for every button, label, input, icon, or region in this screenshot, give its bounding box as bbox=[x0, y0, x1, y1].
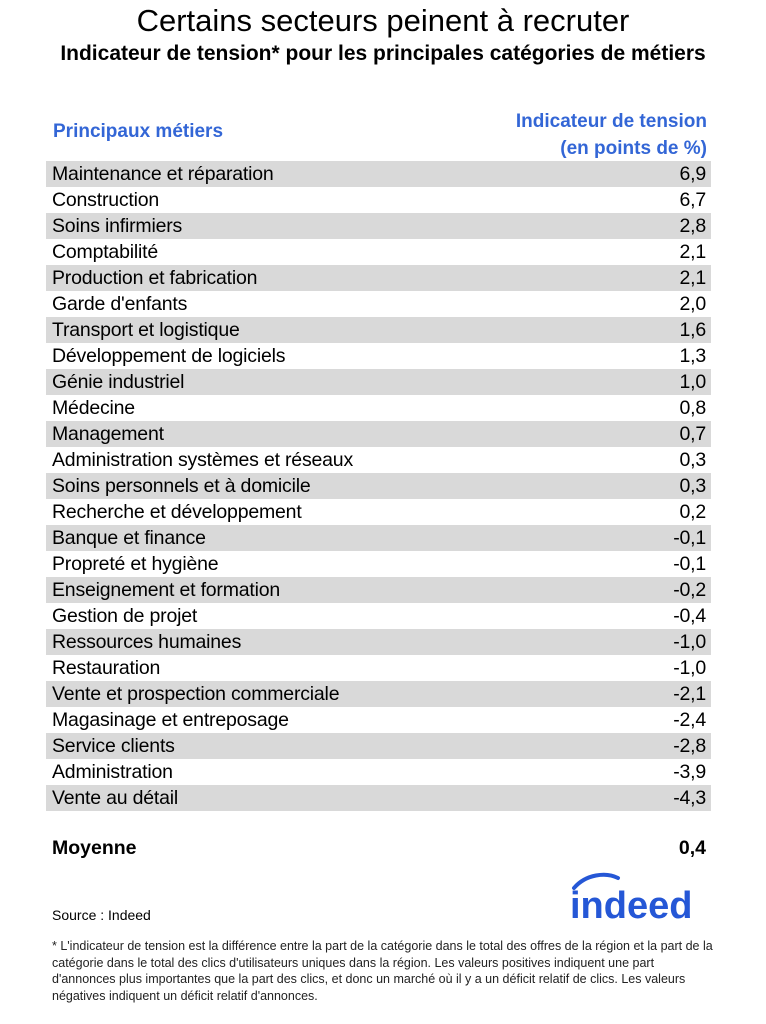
average-row bbox=[52, 837, 706, 860]
chart-subtitle: Indicateur de tension* pour les principales catégories de métiers bbox=[60, 42, 706, 65]
indeed-logo bbox=[566, 868, 716, 928]
row-value: 2,1 bbox=[679, 266, 706, 289]
table-row bbox=[46, 681, 711, 707]
row-label: Production et fabrication bbox=[52, 266, 258, 289]
footnote: * L'indicateur de tension est la différence entre la part de la catégorie dans le total des offres de la région et la part de la catégorie dans le total des clics d'utilisateurs uniques dans la région. Les valeurs positives indiquent une part d'annonces plus importantes que la part des clics, et donc un marché où il y a un déficit relatif de clics. Les valeurs négatives indiquent un déficit relatif d'annonces. bbox=[52, 939, 713, 1003]
table-row bbox=[46, 317, 711, 343]
average-value: 0,4 bbox=[678, 837, 706, 859]
row-value: 6,7 bbox=[679, 188, 706, 211]
table-row bbox=[46, 213, 711, 239]
row-label: Vente et prospection commerciale bbox=[52, 682, 340, 705]
row-label: Service clients bbox=[52, 734, 175, 757]
row-value: 2,1 bbox=[679, 240, 706, 263]
table-row bbox=[46, 473, 711, 499]
row-value: -1,0 bbox=[673, 656, 706, 679]
row-label: Soins infirmiers bbox=[52, 214, 183, 237]
row-label: Garde d'enfants bbox=[52, 292, 188, 315]
row-label: Vente au détail bbox=[52, 786, 179, 809]
row-label: Administration systèmes et réseaux bbox=[52, 448, 353, 471]
row-value: 2,8 bbox=[679, 214, 706, 237]
row-value: -4,3 bbox=[673, 786, 706, 809]
table-row bbox=[46, 785, 711, 811]
row-label: Administration bbox=[52, 760, 173, 783]
table-row bbox=[46, 525, 711, 551]
row-label: Transport et logistique bbox=[52, 318, 240, 341]
row-value: -0,1 bbox=[673, 552, 706, 575]
row-value: 2,0 bbox=[679, 292, 706, 315]
row-label: Management bbox=[52, 422, 164, 445]
row-label: Enseignement et formation bbox=[52, 578, 281, 601]
table-row bbox=[46, 369, 711, 395]
table-row bbox=[46, 239, 711, 265]
row-label: Développement de logiciels bbox=[52, 344, 286, 367]
table-row bbox=[46, 733, 711, 759]
row-value: 0,3 bbox=[679, 448, 706, 471]
row-label: Gestion de projet bbox=[52, 604, 198, 627]
average-label: Moyenne bbox=[52, 837, 137, 859]
row-value: 0,8 bbox=[679, 396, 706, 419]
row-value: -0,4 bbox=[673, 604, 706, 627]
row-label: Ressources humaines bbox=[52, 630, 242, 653]
row-label: Comptabilité bbox=[52, 240, 158, 263]
source-note: Source : Indeed bbox=[52, 907, 151, 923]
table-row bbox=[46, 447, 711, 473]
row-value: -0,1 bbox=[673, 526, 706, 549]
row-value: 6,9 bbox=[679, 162, 706, 185]
table-row bbox=[46, 265, 711, 291]
table-row bbox=[46, 395, 711, 421]
row-label: Maintenance et réparation bbox=[52, 162, 274, 185]
table-row bbox=[46, 603, 711, 629]
table-row bbox=[46, 161, 711, 187]
row-value: -0,2 bbox=[673, 578, 706, 601]
row-value: 1,3 bbox=[679, 344, 706, 367]
table-row bbox=[46, 655, 711, 681]
table-row bbox=[46, 343, 711, 369]
row-value: 0,2 bbox=[679, 500, 706, 523]
row-value: -2,8 bbox=[673, 734, 706, 757]
row-value: -2,4 bbox=[673, 708, 706, 731]
row-label: Restauration bbox=[52, 656, 161, 679]
row-label: Magasinage et entreposage bbox=[52, 708, 289, 731]
table-row bbox=[46, 499, 711, 525]
row-label: Propreté et hygiène bbox=[52, 552, 219, 575]
table-row bbox=[46, 759, 711, 785]
table-row bbox=[46, 707, 711, 733]
row-label: Médecine bbox=[52, 396, 135, 419]
row-value: -1,0 bbox=[673, 630, 706, 653]
row-label: Génie industriel bbox=[52, 370, 185, 393]
table-row bbox=[46, 577, 711, 603]
data-table bbox=[46, 161, 711, 811]
table-row bbox=[46, 629, 711, 655]
table-row bbox=[46, 551, 711, 577]
row-value: 1,0 bbox=[679, 370, 706, 393]
table-row bbox=[46, 421, 711, 447]
row-label: Construction bbox=[52, 188, 160, 211]
table-row bbox=[46, 291, 711, 317]
column-header-category: Principaux métiers bbox=[53, 121, 224, 142]
row-label: Banque et finance bbox=[52, 526, 206, 549]
row-value: 0,3 bbox=[679, 474, 706, 497]
column-header-value-line2: (en points de %) bbox=[560, 138, 707, 159]
column-header-value-line1: Indicateur de tension bbox=[515, 111, 707, 132]
row-value: 1,6 bbox=[679, 318, 706, 341]
logo-text: indeed bbox=[570, 885, 693, 927]
chart-title: Certains secteurs peinent à recruter bbox=[136, 3, 630, 38]
row-label: Soins personnels et à domicile bbox=[52, 474, 311, 497]
row-value: -2,1 bbox=[673, 682, 706, 705]
row-value: -3,9 bbox=[673, 760, 706, 783]
row-label: Recherche et développement bbox=[52, 500, 302, 523]
row-value: 0,7 bbox=[679, 422, 706, 445]
table-row bbox=[46, 187, 711, 213]
column-header-value bbox=[516, 108, 707, 162]
